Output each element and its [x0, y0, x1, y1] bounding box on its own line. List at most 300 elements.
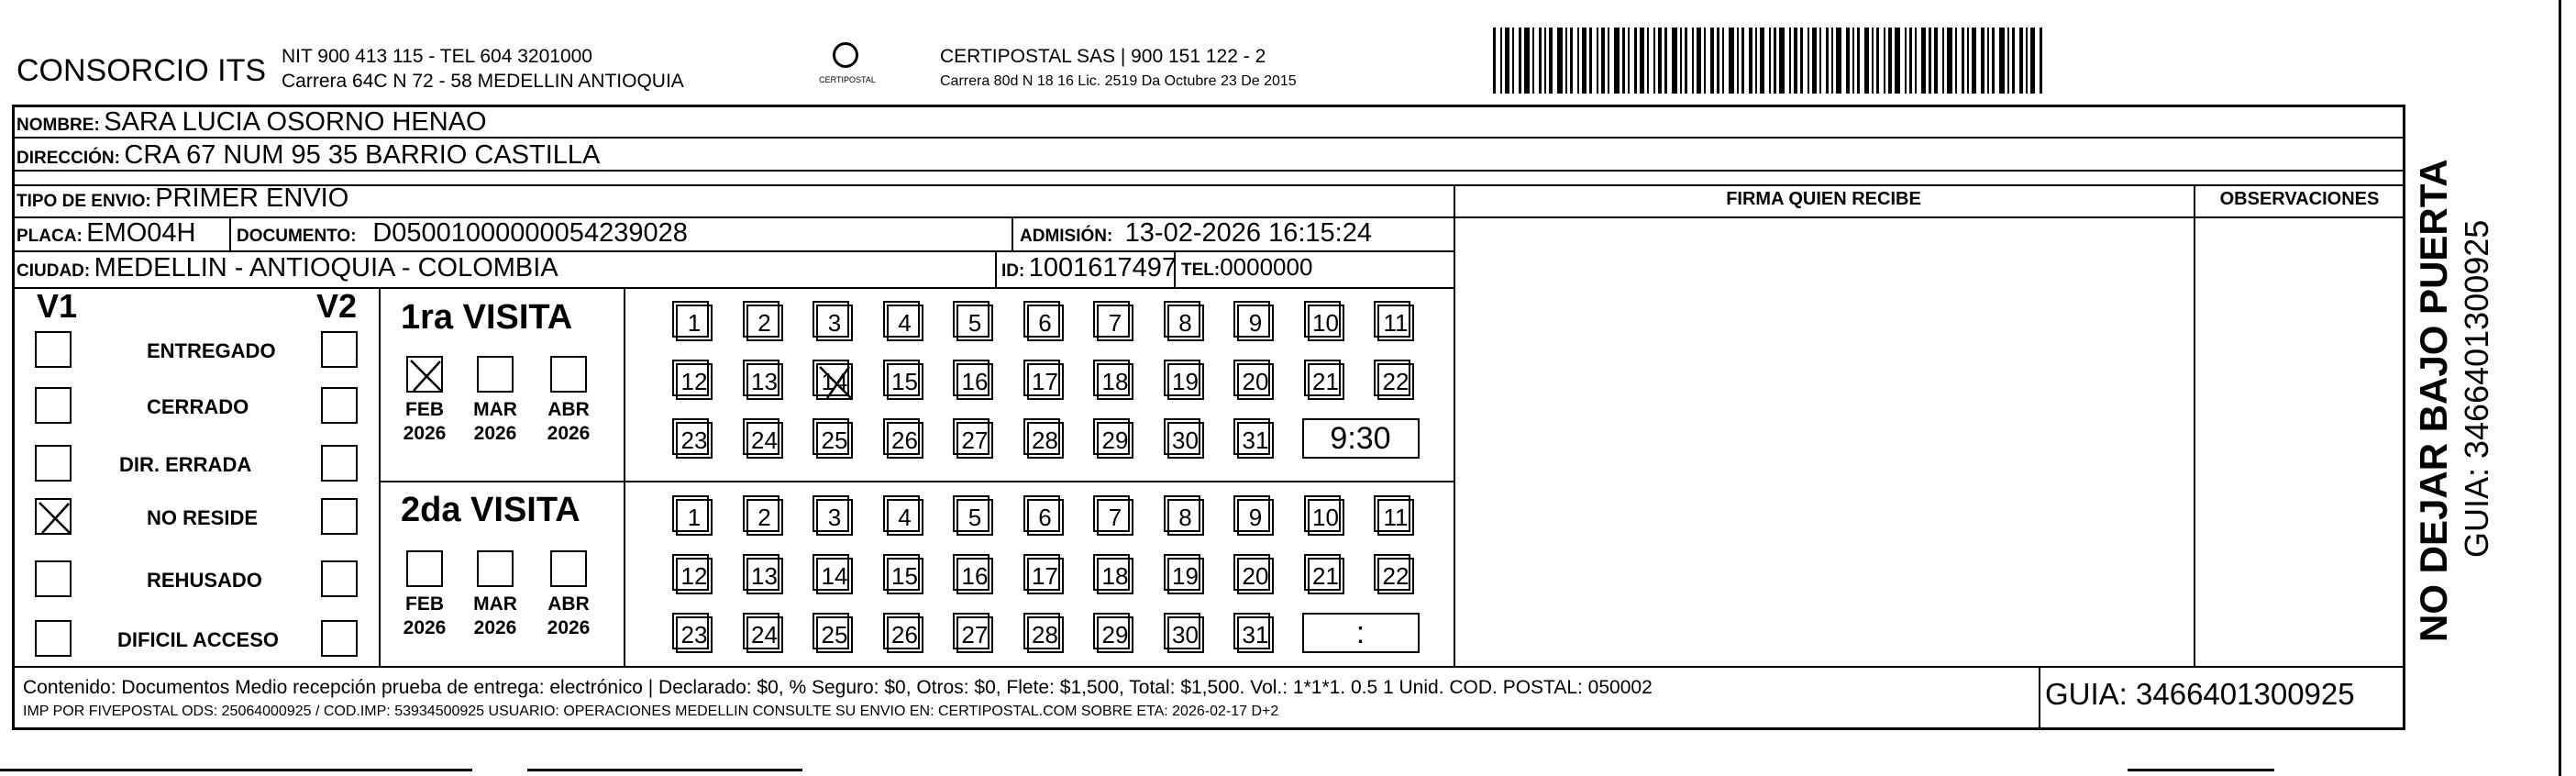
day-box[interactable] [746, 305, 783, 341]
day-number: 14 [821, 367, 848, 395]
status-label: NO RESIDE [147, 506, 259, 529]
bottom-line [2128, 769, 2274, 771]
barcode-bar [2007, 28, 2009, 94]
day-box[interactable] [1167, 363, 1204, 400]
day-number: 3 [827, 308, 842, 337]
divider [624, 287, 625, 666]
direccion-label: DIRECCIÓN: [17, 149, 120, 168]
placa-cell [17, 218, 196, 249]
day-number: 7 [1108, 503, 1122, 531]
barcode-bar [1812, 28, 1817, 94]
barcode-bar [1658, 28, 1662, 94]
month-name: MAR [473, 399, 517, 420]
barcode-bar [1831, 28, 1833, 94]
day-number: 17 [1032, 561, 1058, 590]
barcode-bar [1992, 28, 1995, 94]
barcode-bar [1608, 28, 1609, 94]
status-label: DIR. ERRADA [119, 453, 252, 476]
day-box[interactable] [816, 363, 853, 400]
day-number: 15 [891, 367, 918, 395]
barcode-bar [1549, 28, 1553, 94]
month-name: ABR [547, 593, 590, 615]
day-number: 19 [1172, 367, 1199, 395]
day-box[interactable] [1167, 558, 1204, 594]
barcode-bar [1999, 28, 2005, 94]
barcode-bar [1934, 28, 1938, 94]
day-box[interactable] [1027, 499, 1064, 536]
barcode-bar [1749, 28, 1752, 94]
day-box[interactable] [746, 499, 783, 536]
day-box[interactable] [1167, 616, 1204, 653]
edge-line [2559, 0, 2561, 776]
status-label: DIFICIL ACCESO [117, 628, 280, 651]
direccion-row [17, 140, 600, 171]
barcode-bar [1962, 28, 1964, 94]
v1-checkbox[interactable] [35, 560, 72, 597]
barcode-bar [1981, 28, 1985, 94]
barcode-bar [1640, 28, 1644, 94]
day-number: 1 [687, 503, 702, 531]
barcode-bar [1819, 28, 1821, 94]
barcode-bar [1672, 28, 1677, 94]
month-year: 2026 [403, 617, 447, 638]
id-value: 1001617497 [1028, 253, 1177, 283]
barcode-bar [1737, 28, 1739, 94]
day-box[interactable] [956, 558, 993, 594]
barcode-bar [1794, 28, 1797, 94]
v2-checkbox[interactable] [321, 620, 358, 657]
month-label [466, 398, 525, 446]
day-number: 21 [1312, 561, 1339, 590]
barcode-bar [1557, 28, 1563, 94]
day-number: 9 [1248, 503, 1263, 531]
divider [12, 184, 2405, 186]
day-number: 30 [1172, 620, 1199, 649]
month-label [466, 593, 525, 640]
day-box[interactable] [676, 499, 713, 536]
day-number: 12 [680, 367, 708, 395]
day-number: 12 [680, 561, 708, 590]
barcode-bar [1589, 28, 1592, 94]
documento-value: D05001000000054239028 [372, 218, 688, 248]
barcode-bar [1774, 28, 1776, 94]
day-box[interactable] [1237, 305, 1274, 341]
barcode-bar [1884, 28, 1885, 94]
time-box[interactable]: 9:30 [1302, 418, 1420, 459]
barcode-bar [1505, 28, 1509, 94]
day-box[interactable] [816, 558, 853, 594]
first-visit-title: 1ra VISITA [401, 298, 573, 337]
day-number: 4 [898, 503, 912, 531]
barcode-bar [1685, 28, 1687, 94]
day-number: 29 [1101, 620, 1129, 649]
barcode-bar [1789, 28, 1791, 94]
day-box[interactable] [1027, 422, 1064, 459]
observaciones-header: OBSERVACIONES [2219, 189, 2380, 209]
certipostal-info [940, 44, 1297, 94]
divider [379, 481, 1454, 482]
day-number: 21 [1312, 367, 1339, 395]
status-label: ENTREGADO [147, 339, 276, 362]
day-box[interactable] [1027, 305, 1064, 341]
v2-checkbox[interactable] [321, 560, 358, 597]
certipostal-logo [814, 42, 880, 99]
day-box[interactable] [1097, 305, 1133, 341]
barcode-bar [1628, 28, 1630, 94]
month-name: MAR [473, 593, 517, 615]
month-checkbox[interactable] [477, 550, 514, 587]
month-checkbox[interactable] [550, 550, 587, 587]
barcode-bar [1680, 28, 1682, 94]
day-number: 1 [687, 308, 702, 337]
barcode-bar [1710, 28, 1714, 94]
barcode-bar [1524, 28, 1530, 94]
barcode-bar [1601, 28, 1605, 94]
month-year: 2026 [473, 617, 517, 638]
barcode-bar [1947, 28, 1952, 94]
day-number: 11 [1383, 503, 1409, 531]
barcode-bar [1876, 28, 1879, 94]
month-year: 2026 [547, 617, 591, 638]
day-box[interactable] [1237, 422, 1274, 459]
v1-checkbox[interactable] [35, 498, 72, 535]
barcode-bar [1577, 28, 1579, 94]
v2-checkbox[interactable] [321, 331, 358, 368]
month-checkbox[interactable] [406, 356, 443, 393]
nombre-value: SARA LUCIA OSORNO HENAO [104, 107, 487, 137]
id-label: ID: [1001, 261, 1025, 281]
day-box[interactable] [1308, 363, 1344, 400]
day-number: 22 [1382, 367, 1410, 395]
company-nit: NIT 900 413 115 - TEL 604 3201000 [282, 46, 592, 67]
day-number: 10 [1312, 308, 1339, 337]
day-box[interactable] [1097, 558, 1133, 594]
day-number: 2 [757, 308, 771, 337]
v2-label: V2 [316, 287, 358, 325]
divider [12, 250, 1454, 252]
barcode-bar [1582, 28, 1587, 94]
barcode-bar [1909, 28, 1912, 94]
day-box[interactable] [1097, 499, 1133, 536]
month-checkbox[interactable] [477, 356, 514, 393]
month-label [539, 398, 598, 446]
day-box[interactable] [956, 422, 993, 459]
day-box[interactable] [1097, 363, 1133, 400]
day-number: 16 [961, 561, 989, 590]
day-box[interactable] [1377, 558, 1414, 594]
day-box[interactable] [1237, 363, 1274, 400]
barcode-bar [1955, 28, 1957, 94]
day-number: 8 [1178, 308, 1192, 337]
v2-checkbox[interactable] [321, 445, 358, 482]
barcode-bar [1769, 28, 1771, 94]
direccion-value: CRA 67 NUM 95 35 BARRIO CASTILLA [124, 140, 601, 170]
day-number: 5 [967, 308, 982, 337]
day-box[interactable] [1377, 305, 1414, 341]
day-box[interactable] [1237, 499, 1274, 536]
day-number: 14 [821, 561, 848, 590]
day-number: 16 [961, 367, 989, 395]
day-box[interactable] [956, 305, 993, 341]
day-box[interactable] [887, 499, 923, 536]
barcode-bar [1846, 28, 1850, 94]
day-number: 28 [1032, 426, 1058, 454]
day-number: 23 [680, 620, 708, 649]
day-number: 19 [1172, 561, 1199, 590]
status-label: CERRADO [147, 395, 249, 418]
day-box[interactable] [1377, 499, 1414, 536]
barcode-bar [1729, 28, 1734, 94]
month-checkbox[interactable] [550, 356, 587, 393]
month-label [395, 398, 454, 446]
guia-number: GUIA: 3466401300925 [2045, 677, 2355, 711]
barcode-bar [1826, 28, 1829, 94]
day-number: 9 [1248, 308, 1263, 337]
placa-label: PLACA: [17, 227, 83, 246]
day-box[interactable] [1308, 558, 1344, 594]
barcode-bar [1512, 28, 1514, 94]
documento-cell [237, 218, 688, 249]
day-box[interactable] [676, 305, 713, 341]
barcode-bar [1905, 28, 1907, 94]
month-label [539, 593, 598, 640]
company-name: CONSORCIO ITS [17, 53, 267, 88]
barcode-bar [1500, 28, 1502, 94]
day-box[interactable] [1167, 422, 1204, 459]
divider [1454, 216, 2405, 218]
barcode-bar [2026, 28, 2028, 94]
day-number: 24 [751, 620, 778, 649]
month-label [395, 593, 454, 640]
day-box[interactable] [1377, 363, 1414, 400]
documento-label: DOCUMENTO: [237, 227, 357, 246]
barcode-bar [1532, 28, 1534, 94]
day-check-mark-icon [818, 365, 855, 408]
divider [12, 287, 1454, 289]
day-number: 20 [1242, 561, 1269, 590]
divider [229, 216, 231, 250]
day-box[interactable] [1308, 305, 1344, 341]
footer-imp: IMP POR FIVEPOSTAL ODS: 25064000925 / COD.IMP: 53934500925 USUARIO: OPERACIONES MEDELLIN CONSULTE SU ENVIO EN: CERTIPOSTAL.COM SOBRE ETA: 2026-02-17 D+2 [23, 704, 1279, 719]
day-box[interactable] [956, 616, 993, 653]
day-number: 17 [1032, 367, 1058, 395]
month-name: FEB [405, 593, 444, 615]
day-box[interactable] [887, 616, 923, 653]
day-box[interactable] [676, 558, 713, 594]
day-box[interactable] [1167, 305, 1204, 341]
day-number: 25 [821, 426, 848, 454]
tipo-value: PRIMER ENVIO [155, 183, 349, 213]
day-box[interactable] [1237, 616, 1274, 653]
barcode-bar [1539, 28, 1542, 94]
barcode-bar [1647, 28, 1649, 94]
day-box[interactable] [816, 616, 853, 653]
barcode-bar [1544, 28, 1546, 94]
barcode-bar [1808, 28, 1809, 94]
v1-label: V1 [37, 287, 78, 325]
barcode-bar [1836, 28, 1841, 94]
barcode-bar [1929, 28, 1931, 94]
barcode-bar [1800, 28, 1803, 94]
barcode-bar [1692, 28, 1694, 94]
day-box[interactable] [1097, 616, 1133, 653]
day-number: 31 [1242, 620, 1269, 649]
day-number: 27 [961, 620, 989, 649]
divider [1454, 184, 1455, 666]
tipo-label: TIPO DE ENVIO: [17, 192, 151, 211]
barcode-bar [1519, 28, 1521, 94]
barcode-bar [1493, 28, 1496, 94]
divider [379, 287, 381, 666]
barcode-bar [1722, 28, 1724, 94]
certipostal-address: Carrera 80d N 18 16 Lic. 2519 Da Octubre 23 De 2015 [940, 73, 1297, 89]
day-box[interactable] [676, 616, 713, 653]
barcode-bar [1741, 28, 1744, 94]
barcode-bar [1697, 28, 1701, 94]
day-number: 26 [891, 426, 918, 454]
barcode-bar [1872, 28, 1874, 94]
barcode-bar [1967, 28, 1969, 94]
day-number: 18 [1101, 367, 1129, 395]
day-number: 7 [1108, 308, 1122, 337]
day-box[interactable] [1237, 558, 1274, 594]
day-box[interactable] [887, 558, 923, 594]
day-box[interactable] [1308, 499, 1344, 536]
barcode-bar [1921, 28, 1926, 94]
day-number: 24 [751, 426, 778, 454]
v1-checkbox[interactable] [35, 445, 72, 482]
side-warning: NO DEJAR BAJO PUERTA [2412, 159, 2455, 642]
barcode-bar [1895, 28, 1900, 94]
nombre-label: NOMBRE: [17, 116, 100, 135]
barcode-bar [1864, 28, 1869, 94]
firma-header: FIRMA QUIEN RECIBE [1726, 189, 1921, 209]
day-number: 13 [751, 367, 778, 395]
day-number: 27 [961, 426, 989, 454]
logo-caption: CERTIPOSTAL [819, 75, 876, 84]
barcode-bar [1704, 28, 1706, 94]
barcode-bar [1972, 28, 1976, 94]
tel-value: 0000000 [1220, 253, 1313, 281]
divider [12, 666, 2405, 668]
ciudad-cell [17, 253, 558, 283]
second-visit-title: 2da VISITA [401, 491, 580, 529]
tipo-row [17, 183, 348, 214]
day-number: 4 [898, 308, 912, 337]
tel-cell [1181, 253, 1312, 282]
divider [1012, 216, 1013, 250]
day-box[interactable] [956, 499, 993, 536]
day-number: 29 [1101, 426, 1129, 454]
day-box[interactable] [1167, 499, 1204, 536]
admision-label: ADMISIÓN: [1020, 227, 1113, 246]
divider [2194, 184, 2195, 666]
time-box[interactable]: : [1302, 613, 1420, 653]
barcode-bar [1942, 28, 1944, 94]
side-guia: GUIA: 3466401300925 [2458, 219, 2495, 558]
day-number: 8 [1178, 503, 1192, 531]
day-box[interactable] [746, 558, 783, 594]
day-box[interactable] [1097, 422, 1133, 459]
day-number: 25 [821, 620, 848, 649]
day-box[interactable] [816, 305, 853, 341]
day-number: 26 [891, 620, 918, 649]
barcode-bar [2019, 28, 2023, 94]
barcode-bar [1634, 28, 1637, 94]
barcode-bar [1779, 28, 1785, 94]
v1-checkbox[interactable] [35, 331, 72, 368]
day-box[interactable] [816, 422, 853, 459]
day-number: 22 [1382, 561, 1410, 590]
barcode-bar [1565, 28, 1567, 94]
ciudad-value: MEDELLIN - ANTIOQUIA - COLOMBIA [94, 253, 558, 283]
day-number: 10 [1312, 503, 1339, 531]
placa-value: EMO04H [86, 218, 196, 248]
day-box[interactable] [1027, 558, 1064, 594]
day-box[interactable] [746, 422, 783, 459]
barcode-bar [1614, 28, 1620, 94]
day-box[interactable] [887, 363, 923, 400]
day-number: 5 [967, 503, 982, 531]
barcode [1493, 28, 2410, 94]
barcode-bar [1852, 28, 1854, 94]
day-number: 6 [1038, 503, 1052, 531]
month-checkbox[interactable] [406, 550, 443, 587]
barcode-bar [2012, 28, 2015, 94]
footer-content: Contenido: Documentos Medio recepción prueba de entrega: electrónico | Declarado: $0, % Seguro: $0, Otros: $0, Flete: $1,500, Total: $1,500. Vol.: 1*1*1. 0.5 1 Unid. COD. POSTAL: 050002 [23, 677, 1653, 698]
barcode-bar [1622, 28, 1625, 94]
v1-checkbox[interactable] [35, 387, 72, 424]
day-number: 20 [1242, 367, 1269, 395]
day-box[interactable] [746, 616, 783, 653]
barcode-bar [1888, 28, 1892, 94]
barcode-bar [1987, 28, 1989, 94]
v1-checkbox[interactable] [35, 620, 72, 657]
admision-value: 13-02-2026 16:15:24 [1124, 218, 1372, 248]
day-box[interactable] [746, 363, 783, 400]
divider [2039, 666, 2040, 730]
admision-cell [1020, 218, 1372, 249]
day-box[interactable] [887, 305, 923, 341]
day-number: 23 [680, 426, 708, 454]
day-box[interactable] [1027, 616, 1064, 653]
day-box[interactable] [676, 363, 713, 400]
v2-checkbox[interactable] [321, 387, 358, 424]
ciudad-label: CIUDAD: [17, 261, 91, 281]
logo-circle-icon [833, 42, 858, 68]
certipostal-nit: CERTIPOSTAL SAS | 900 151 122 - 2 [940, 46, 1266, 67]
day-box[interactable] [887, 422, 923, 459]
day-number: 15 [891, 561, 918, 590]
v2-checkbox[interactable] [321, 498, 358, 535]
day-box[interactable] [956, 363, 993, 400]
day-number: 11 [1383, 308, 1409, 337]
nombre-row [17, 107, 487, 138]
company-info [282, 44, 684, 94]
barcode-bar [1570, 28, 1573, 94]
month-year: 2026 [403, 423, 447, 444]
status-label: REHUSADO [147, 569, 262, 592]
day-box[interactable] [816, 499, 853, 536]
barcode-bar [1915, 28, 1917, 94]
barcode-bar [1760, 28, 1764, 94]
barcode-bar [1664, 28, 1667, 94]
day-number: 6 [1038, 308, 1052, 337]
day-box[interactable] [676, 422, 713, 459]
day-box[interactable] [1027, 363, 1064, 400]
divider [995, 250, 997, 287]
bottom-line [0, 769, 472, 771]
